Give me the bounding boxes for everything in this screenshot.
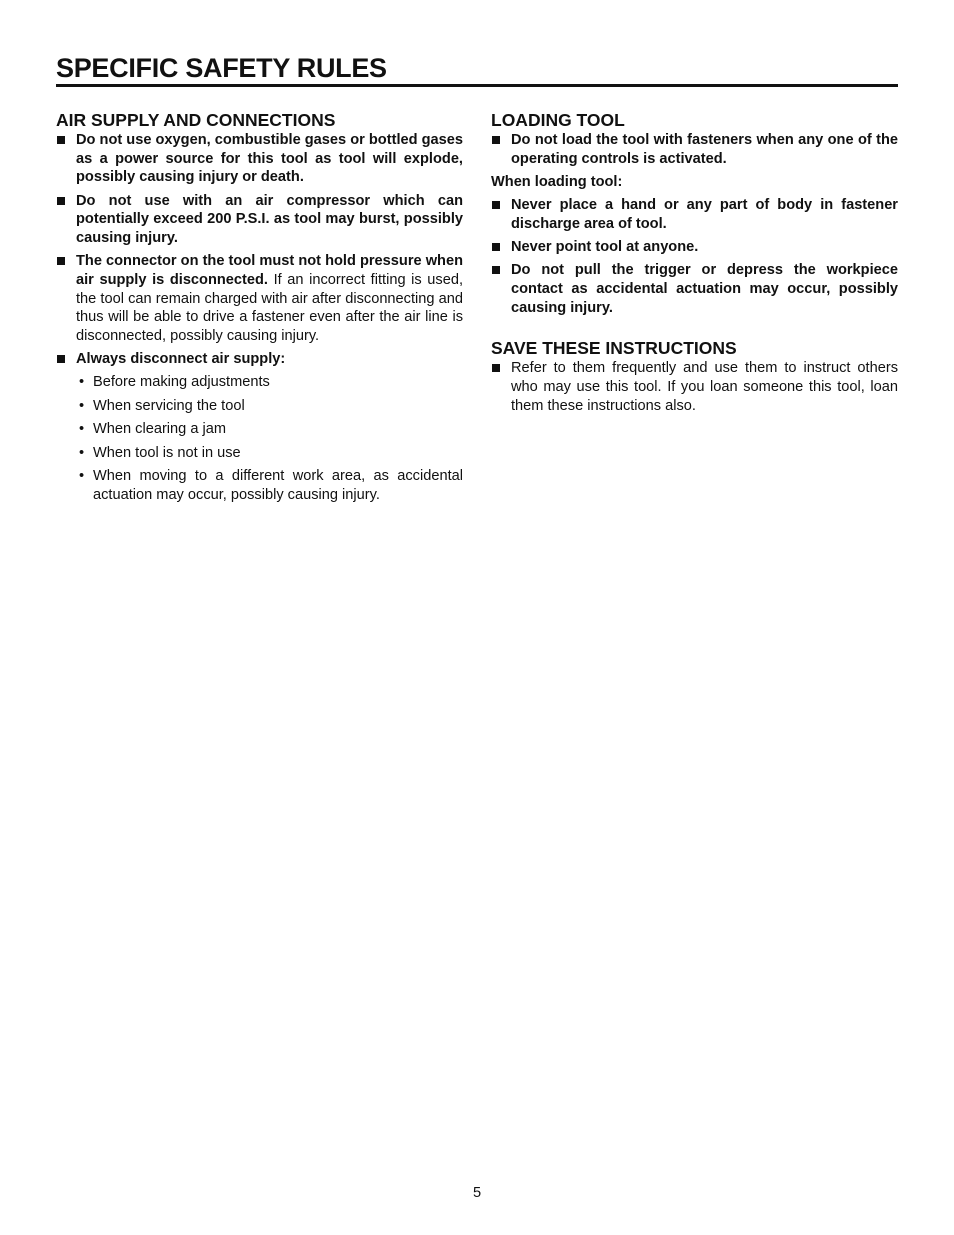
loading-rule-text: Never place a hand or any part of body in fastener discharge area of tool. — [511, 197, 898, 232]
save-text: Refer to them frequently and use them to instruct others who may use this tool. If you loan someone this tool, loan them these instructions also. — [511, 360, 898, 414]
rule-item — [56, 192, 463, 248]
when-loading-label: When loading tool: — [491, 173, 623, 190]
disconnect-item-text: When servicing the tool — [93, 397, 245, 414]
dot-bullet-icon: • — [79, 421, 85, 438]
disconnect-item-text: When moving to a different work area, as accidental actuation may occur, possibly causing injury. — [93, 468, 463, 503]
title-rule — [56, 84, 898, 87]
disconnect-item — [56, 420, 463, 439]
rule-item — [56, 350, 463, 369]
disconnect-item — [56, 467, 463, 504]
rule-text: If an incorrect fitting is used, the tool can remain charged with air after disconnecting and thus will be able to drive a fastener even after the air line is disconnected, possibly causing injury. — [76, 271, 464, 345]
dot-bullet-icon: • — [79, 374, 85, 391]
square-bullet-icon — [492, 136, 500, 144]
square-bullet-icon — [492, 201, 500, 209]
square-bullet-icon — [57, 257, 65, 265]
save-item — [491, 359, 898, 415]
loading-tool-heading: LOADING TOOL — [491, 110, 625, 130]
square-bullet-icon — [492, 266, 500, 274]
square-bullet-icon — [57, 136, 65, 144]
save-instructions-heading: SAVE THESE INSTRUCTIONS — [491, 338, 737, 359]
loading-rule-text: Never point tool at anyone. — [511, 239, 699, 256]
square-bullet-icon — [57, 197, 65, 205]
rule-bold-text: The connector on the tool must not hold pressure when air supply is disconnected. — [76, 253, 463, 288]
square-bullet-icon — [492, 364, 500, 372]
dot-bullet-icon: • — [79, 468, 85, 484]
square-bullet-icon — [57, 355, 65, 363]
left-column — [56, 109, 463, 509]
disconnect-item-text: Before making adjustments — [93, 374, 270, 391]
loading-rule-item — [491, 238, 898, 257]
dot-bullet-icon: • — [79, 444, 85, 461]
disconnect-item-text: When tool is not in use — [93, 444, 241, 461]
rule-bold-text: Do not use with an air compressor which can potentially exceed 200 P.S.I. as tool may burst, possibly causing injury. — [76, 192, 463, 247]
rule-item — [56, 252, 463, 346]
rule-item — [56, 131, 463, 187]
page-title: SPECIFIC SAFETY RULES — [56, 53, 387, 83]
rule-bold-text: Always disconnect air supply: — [76, 351, 286, 368]
page-number: 5 — [472, 1185, 482, 1201]
disconnect-item-text: When clearing a jam — [93, 421, 227, 438]
rule-bold-text: Do not use oxygen, combustible gases or bottled gases as a power source for this tool as tool will explode, possibly causing injury or death. — [76, 132, 463, 186]
right-column — [491, 109, 898, 415]
loading-rule-item — [491, 131, 898, 168]
disconnect-item — [56, 373, 463, 392]
disconnect-list — [56, 373, 463, 504]
loading-rule-item — [491, 261, 898, 317]
loading-rule-text: Do not load the tool with fasteners when any one of the operating controls is activated. — [511, 132, 898, 167]
loading-rule-text: Do not pull the trigger or depress the workpiece contact as accidental actuation may occur, possibly causing injury. — [511, 262, 898, 316]
dot-bullet-icon: • — [79, 397, 85, 414]
air-supply-heading: AIR SUPPLY AND CONNECTIONS — [56, 110, 336, 130]
loading-rule-item — [491, 196, 898, 233]
square-bullet-icon — [492, 243, 500, 251]
disconnect-item — [56, 397, 463, 416]
disconnect-item — [56, 444, 463, 463]
